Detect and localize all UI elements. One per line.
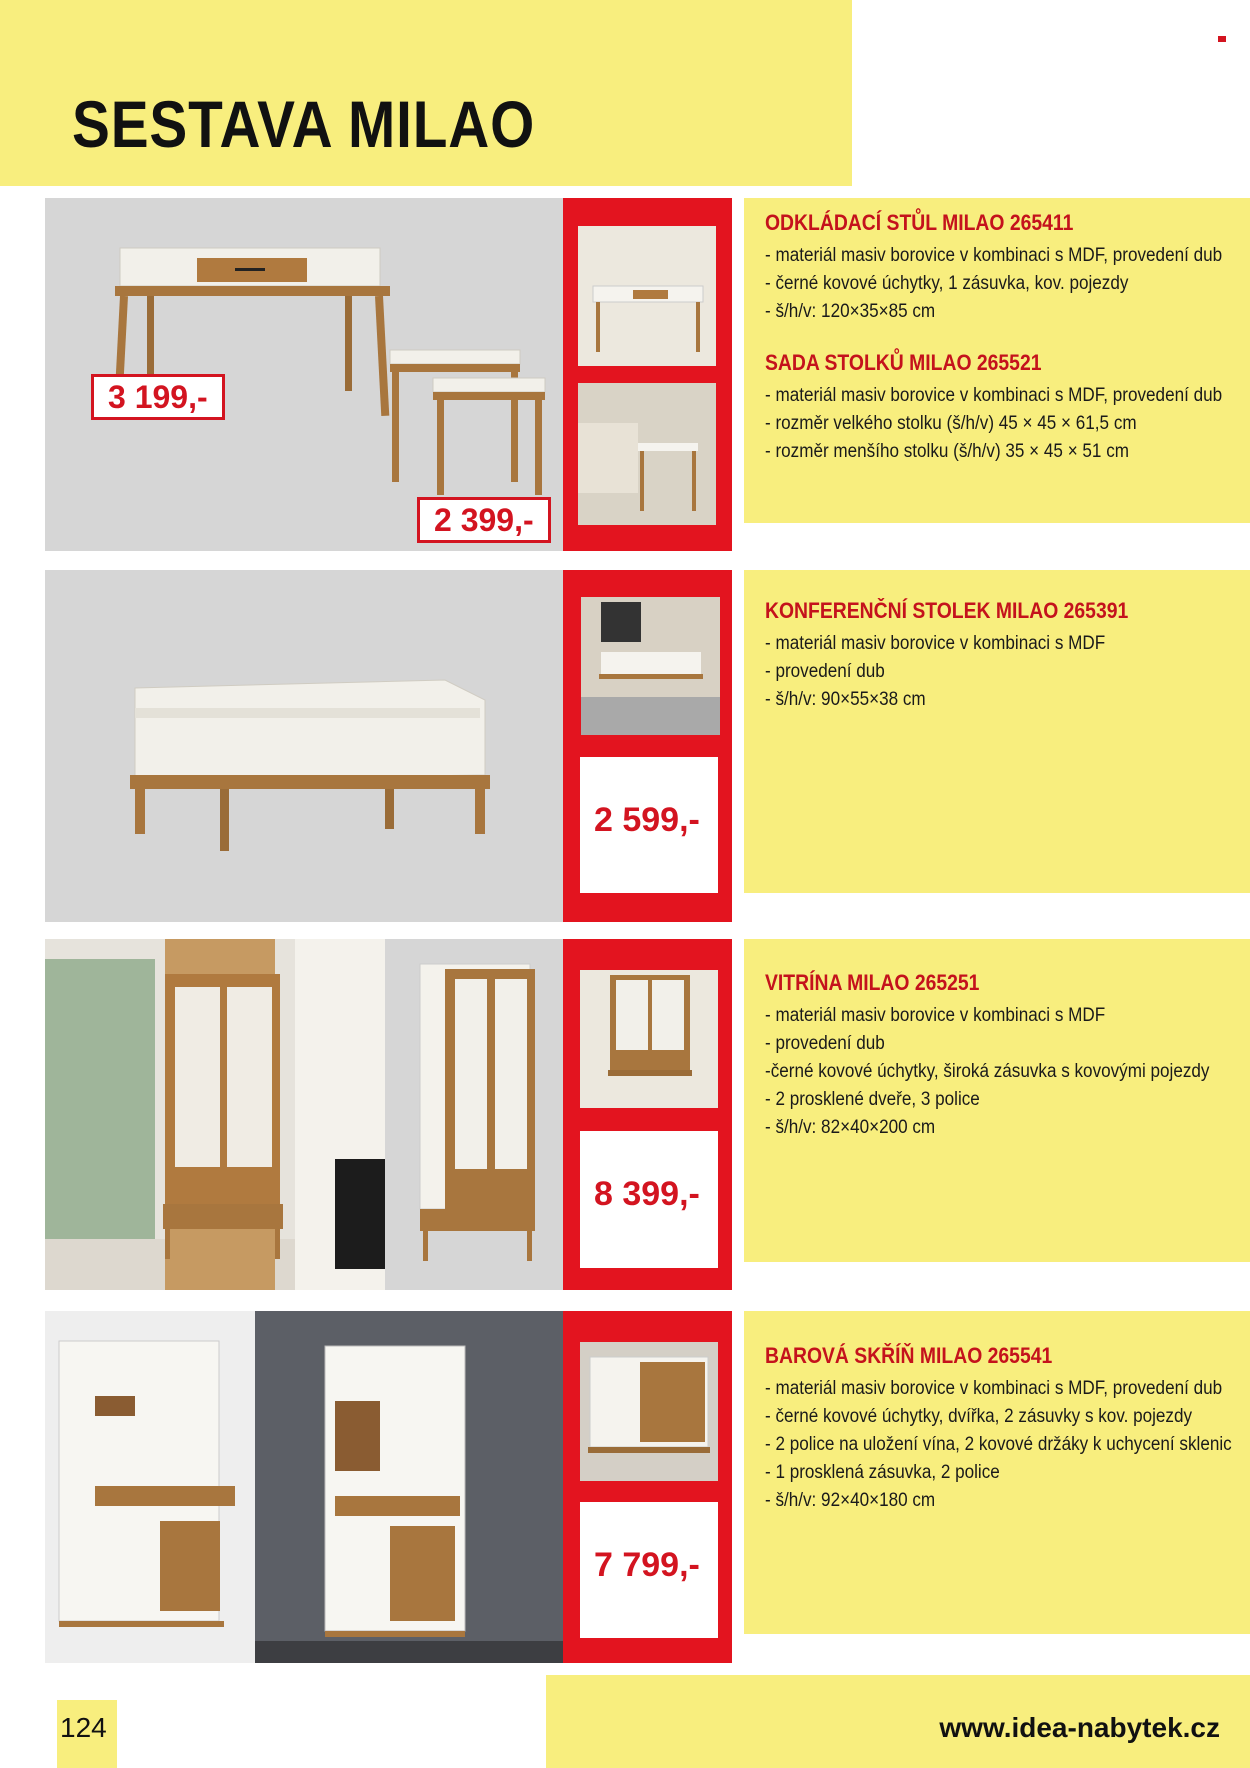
product-name: KONFERENČNÍ STOLEK MILAO 265391 bbox=[765, 598, 1129, 623]
product-spec: - š/h/v: 120×35×85 cm bbox=[765, 301, 936, 322]
product-spec: - materiál masiv borovice v kombinaci s MDF, provedení dub bbox=[765, 1378, 1223, 1399]
product-vitrina bbox=[765, 970, 1250, 1142]
product-spec: - materiál masiv borovice v kombinaci s MDF, provedení dub bbox=[765, 385, 1223, 406]
price-coffee-table: 2 599,- bbox=[594, 801, 700, 839]
price-vitrine: 8 399,- bbox=[594, 1175, 700, 1213]
product-spec: - materiál masiv borovice v kombinaci s MDF bbox=[765, 633, 1106, 654]
product-name: VITRÍNA MILAO 265251 bbox=[765, 970, 980, 995]
row3-thumbnail-vitrine bbox=[580, 970, 718, 1108]
row1-thumbnail-nesting-tables bbox=[578, 383, 716, 525]
row2-thumbnail-coffee-table bbox=[581, 597, 720, 735]
row2-product-photo bbox=[45, 570, 563, 922]
product-spec: -černé kovové úchytky, široká zásuvka s kovovými pojezdy bbox=[765, 1061, 1210, 1082]
price-box-bar-cabinet bbox=[580, 1502, 718, 1638]
product-odkladaci-stul bbox=[765, 210, 1250, 326]
product-name: BAROVÁ SKŘÍŇ MILAO 265541 bbox=[765, 1343, 1053, 1368]
product-spec: - černé kovové úchytky, 1 zásuvka, kov. pojezdy bbox=[765, 273, 1129, 294]
page-number: 124 bbox=[60, 1712, 107, 1743]
product-spec: - 2 police na uložení vína, 2 kovové držáky k uchycení sklenic bbox=[765, 1434, 1232, 1455]
row1-thumbnail-console bbox=[578, 226, 716, 366]
product-spec: - rozměr velkého stolku (š/h/v) 45 × 45 × 61,5 cm bbox=[765, 413, 1137, 434]
row4-thumbnail-bar-cabinet bbox=[580, 1342, 718, 1481]
product-barova-skrin bbox=[765, 1343, 1250, 1515]
product-spec: - š/h/v: 82×40×200 cm bbox=[765, 1117, 936, 1138]
product-name: ODKLÁDACÍ STŮL MILAO 265411 bbox=[765, 210, 1074, 235]
product-spec: - š/h/v: 92×40×180 cm bbox=[765, 1490, 936, 1511]
price-bar-cabinet: 7 799,- bbox=[594, 1546, 700, 1584]
price-tag-console: 3 199,- bbox=[91, 374, 225, 420]
price-tag-nesting-tables: 2 399,- bbox=[417, 497, 551, 543]
product-name: SADA STOLKŮ MILAO 265521 bbox=[765, 350, 1042, 375]
product-sada-stolku bbox=[765, 350, 1250, 466]
price-box-vitrine bbox=[580, 1131, 718, 1268]
product-spec: - materiál masiv borovice v kombinaci s MDF, provedení dub bbox=[765, 245, 1223, 266]
price-box-coffee-table bbox=[580, 757, 718, 893]
product-spec: - provedení dub bbox=[765, 661, 885, 682]
product-spec: - š/h/v: 90×55×38 cm bbox=[765, 689, 926, 710]
product-spec: - materiál masiv borovice v kombinaci s MDF bbox=[765, 1005, 1106, 1026]
product-spec: - 2 prosklené dveře, 3 police bbox=[765, 1089, 980, 1110]
product-spec: - rozměr menšího stolku (š/h/v) 35 × 45 × 51 cm bbox=[765, 441, 1129, 462]
product-konferencni-stolek bbox=[765, 598, 1178, 714]
product-spec: - 1 prosklená zásuvka, 2 police bbox=[765, 1462, 1000, 1483]
row3-product-photo bbox=[45, 939, 563, 1290]
page-title: SESTAVA MILAO bbox=[72, 87, 536, 161]
website-link[interactable]: www.idea-nabytek.cz bbox=[939, 1712, 1220, 1743]
row4-product-photo bbox=[45, 1311, 563, 1663]
product-spec: - černé kovové úchytky, dvířka, 2 zásuvky s kov. pojezdy bbox=[765, 1406, 1193, 1427]
product-spec: - provedení dub bbox=[765, 1033, 885, 1054]
logo-mark-icon bbox=[1218, 36, 1226, 42]
